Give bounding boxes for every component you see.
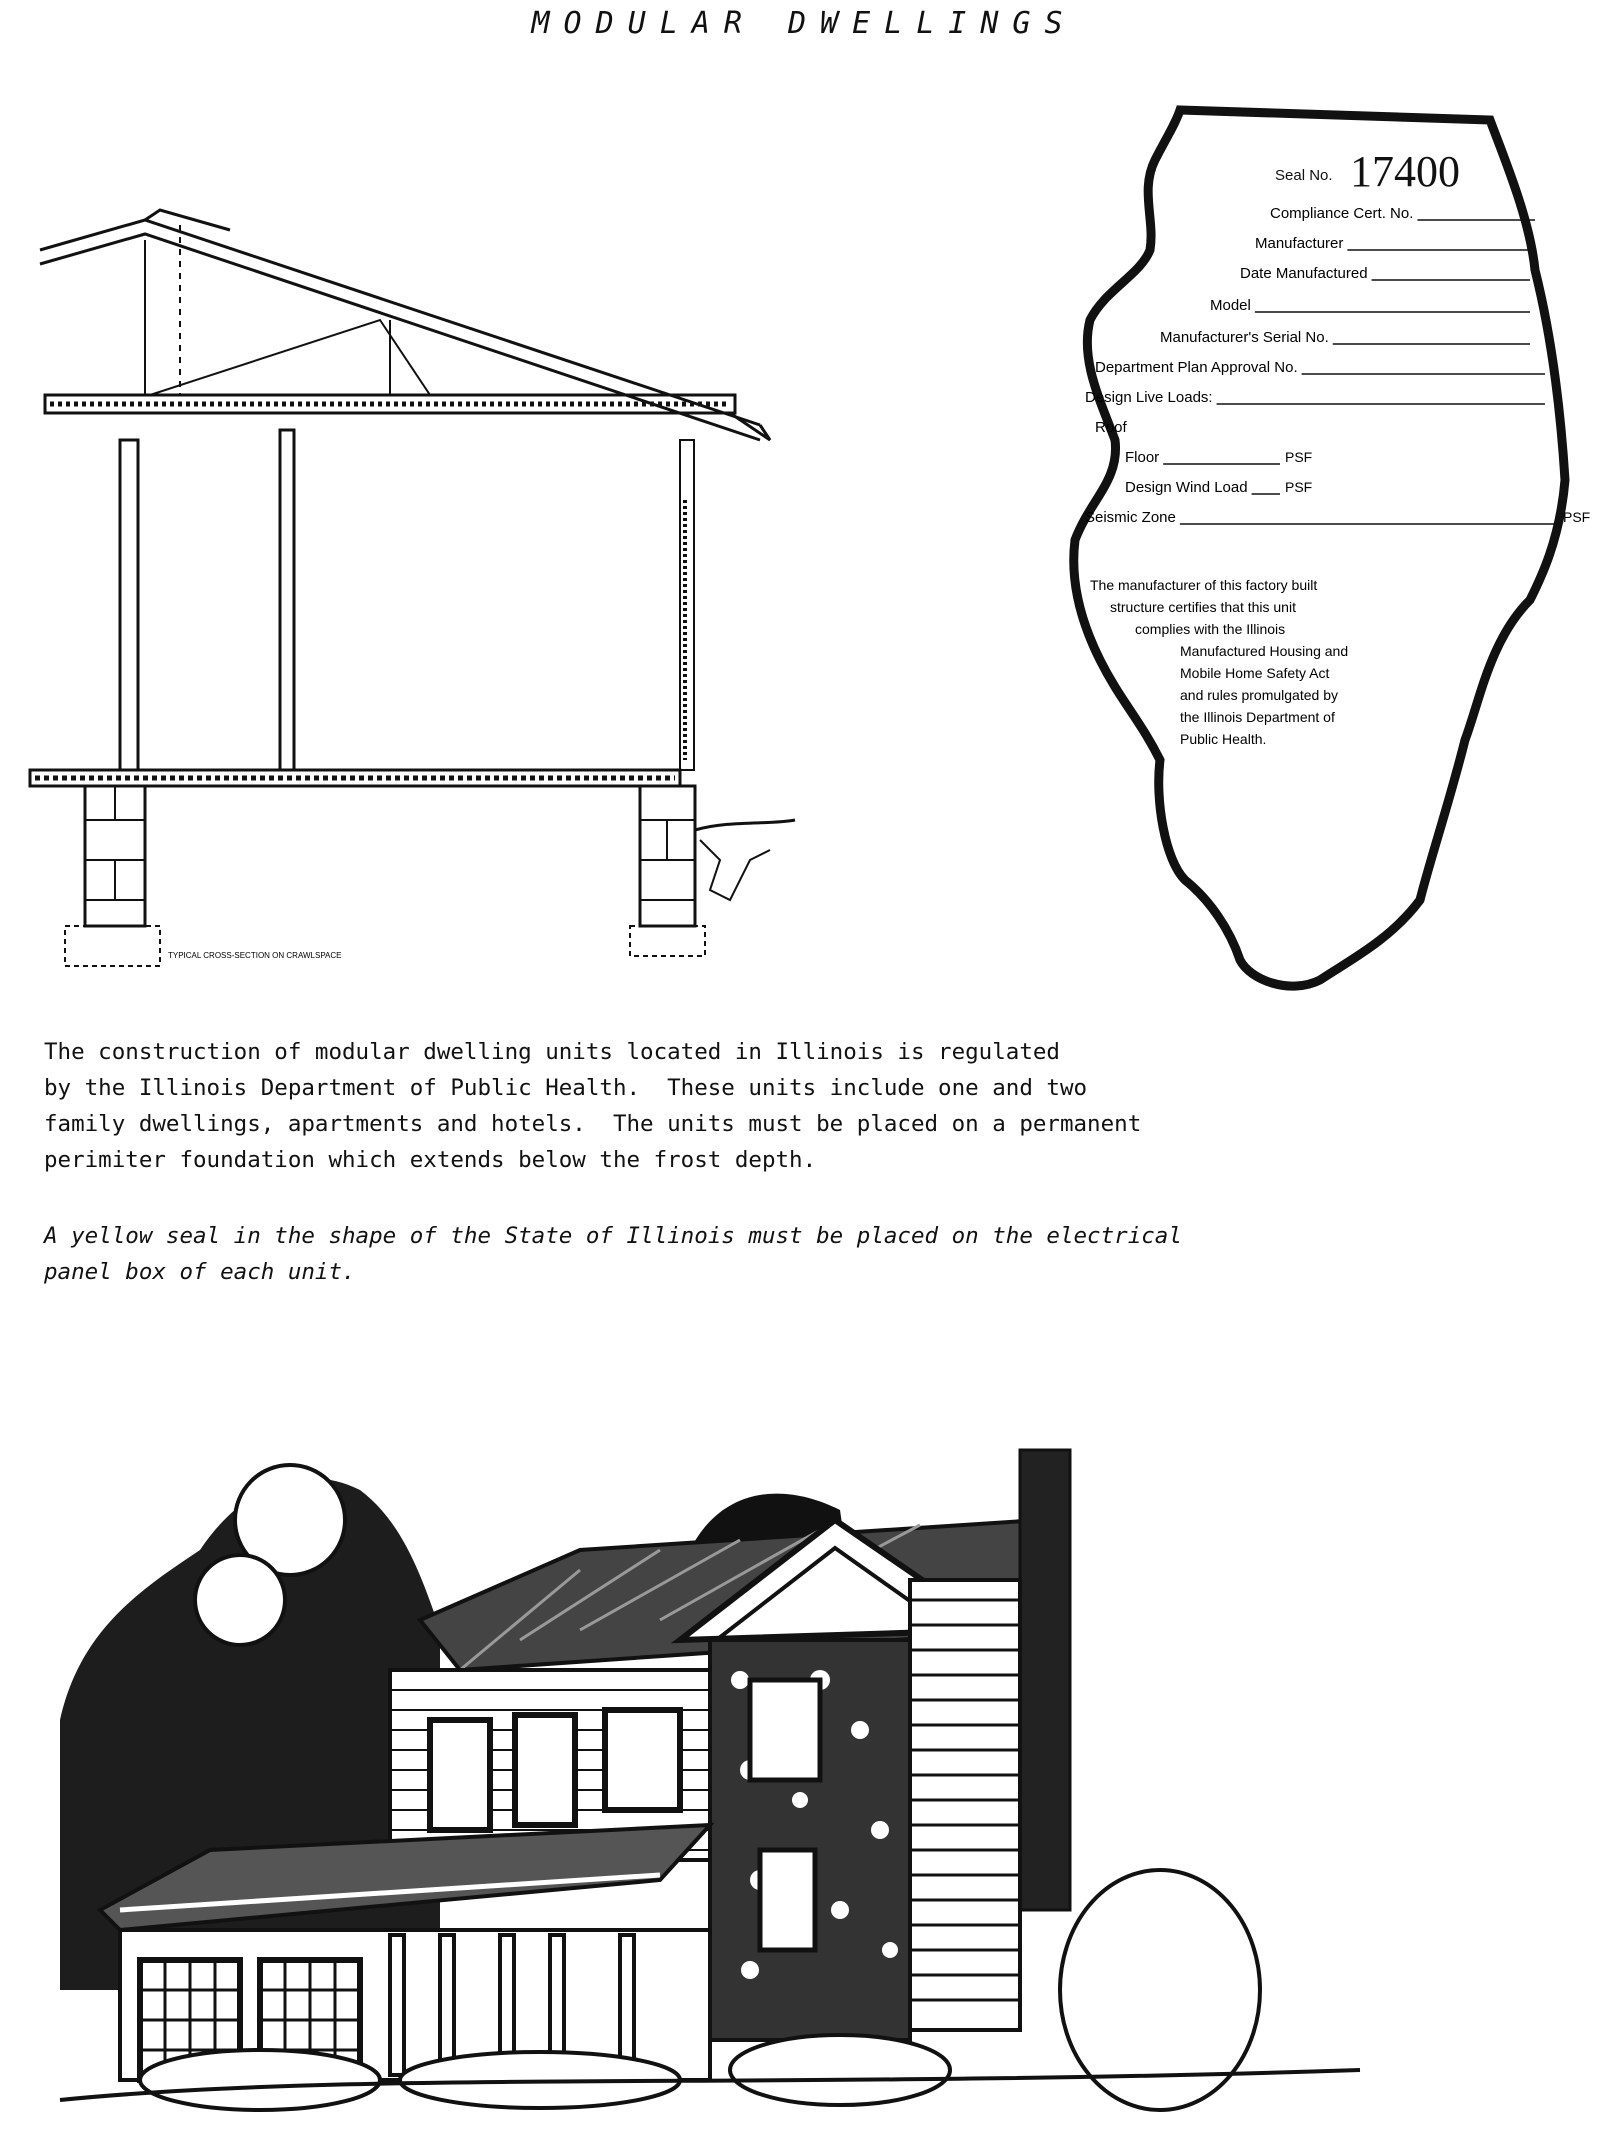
house-illustration-svg xyxy=(60,1430,1360,2110)
seal-field-label: Roof xyxy=(1095,419,1127,436)
seal-field-label: Department Plan Approval No. xyxy=(1095,359,1298,376)
cross-section-drawing xyxy=(30,200,800,980)
illinois-seal-svg xyxy=(1060,100,1591,1000)
seal-statement-line: The manufacturer of this factory built xyxy=(1090,577,1318,593)
seal-field-label: Date Manufactured xyxy=(1240,265,1368,282)
cross-section-svg xyxy=(30,200,800,980)
seal-statement-line: the Illinois Department of xyxy=(1180,709,1335,725)
seal-content xyxy=(1275,147,1460,196)
seal-fields xyxy=(1085,205,1590,747)
seal-field-label: Design Live Loads: xyxy=(1085,389,1213,406)
seal-statement-line: Public Health. xyxy=(1180,731,1267,747)
seal-unit-psf: PSF xyxy=(1285,479,1313,495)
illinois-seal xyxy=(1060,100,1591,1000)
paragraph-seal-requirement: A yellow seal in the shape of the State of Illinois must be placed on the electrical panel box of each unit. xyxy=(44,1223,1182,1285)
seal-field-label: Seismic Zone xyxy=(1085,509,1176,526)
seal-field-label: Manufacturer xyxy=(1255,235,1344,252)
seal-statement-line: and rules promulgated by xyxy=(1180,687,1338,703)
cross-section-caption: TYPICAL CROSS-SECTION ON CRAWLSPACE xyxy=(168,951,342,960)
seal-unit-psf: PSF xyxy=(1563,509,1591,525)
seal-field-label: Manufacturer's Serial No. xyxy=(1160,329,1329,346)
seal-field-label: Compliance Cert. No. xyxy=(1270,205,1414,222)
seal-statement-line: complies with the Illinois xyxy=(1135,621,1286,637)
seal-statement-line: Mobile Home Safety Act xyxy=(1180,665,1330,681)
seal-statement-line: structure certifies that this unit xyxy=(1110,599,1296,615)
paragraph-regulation: The construction of modular dwelling units located in Illinois is regulated by the Illinois Department of Public Health. These units include one and two family dwellings, apartments and hotels. The units must be placed on a permanent perimiter foundation which extends below the frost depth. xyxy=(44,1039,1142,1173)
house-illustration xyxy=(60,1430,1360,2110)
seal-field-label: Model xyxy=(1210,297,1251,314)
seal-unit-psf: PSF xyxy=(1285,449,1313,465)
seal-field-label: Floor xyxy=(1125,449,1160,466)
seal-number: 17400 xyxy=(1350,147,1460,196)
seal-no-label: Seal No. xyxy=(1275,167,1333,184)
page-title: MODULAR DWELLINGS xyxy=(531,6,1077,41)
seal-statement-line: Manufactured Housing and xyxy=(1180,643,1349,659)
seal-field-label: Design Wind Load xyxy=(1125,479,1248,496)
